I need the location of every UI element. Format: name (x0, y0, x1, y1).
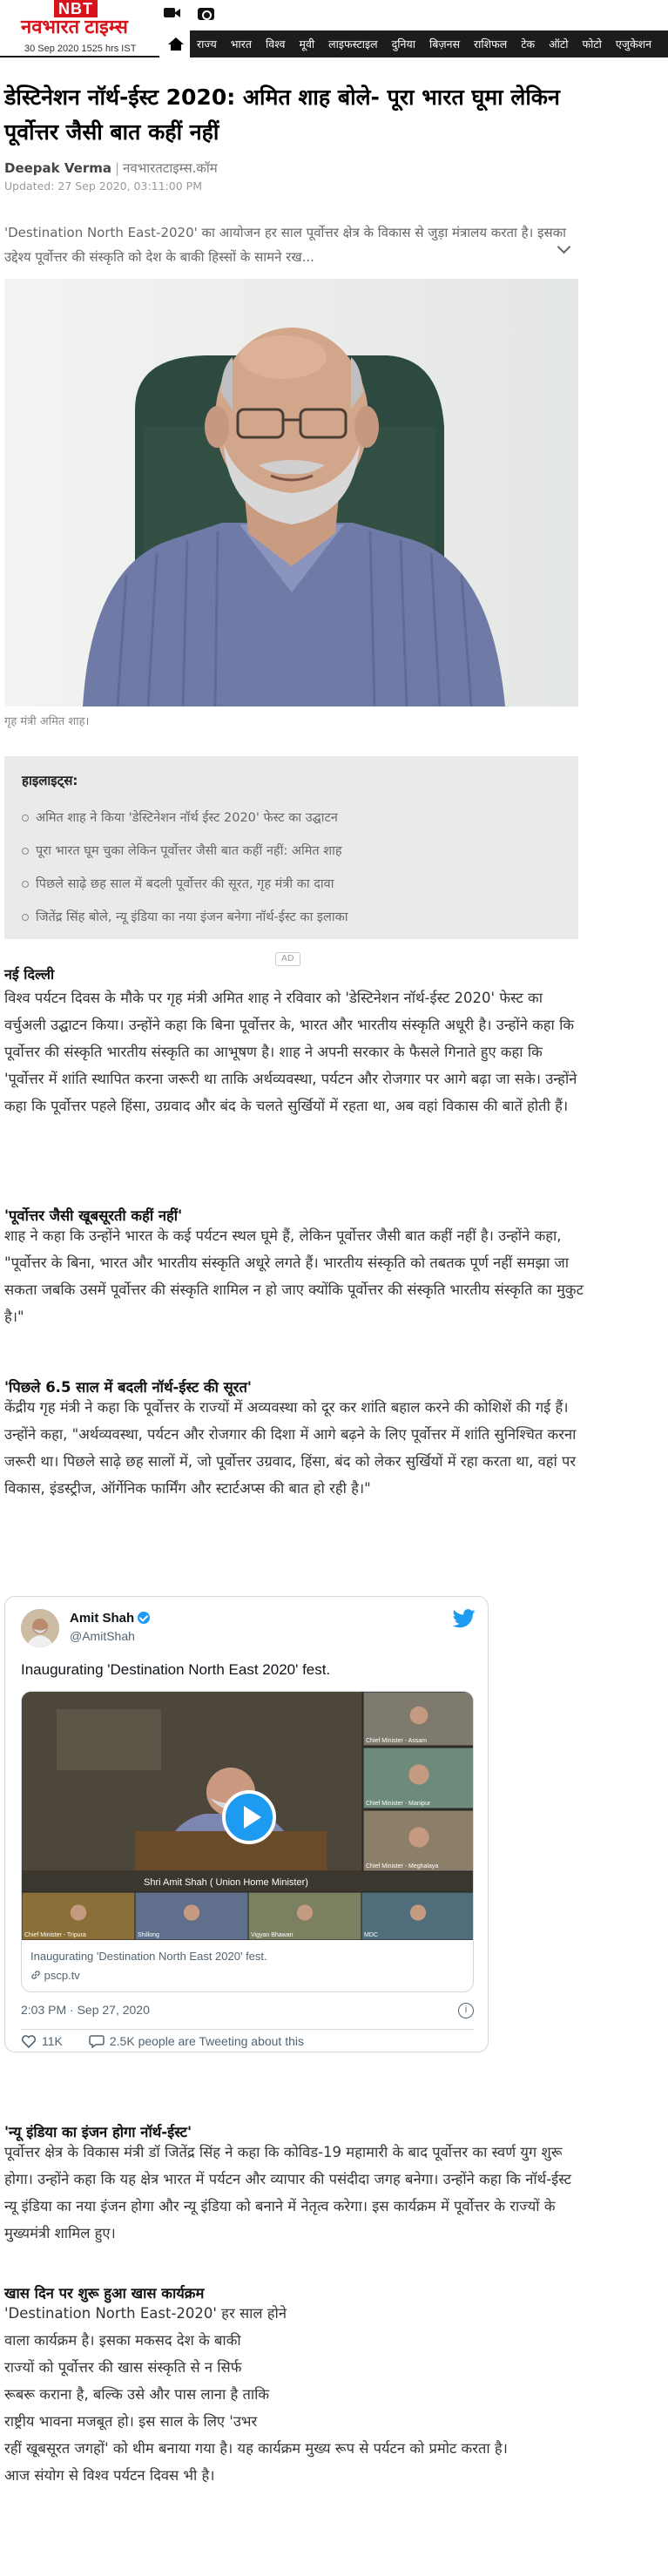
nav-item[interactable]: लाइफस्टाइल (328, 37, 378, 51)
highlights-title: हाइलाइट्स: (22, 773, 78, 788)
avatar-portrait-icon (21, 1609, 59, 1647)
section-subheading: खास दिन पर शुरू हुआ खास कार्यक्रम (4, 2285, 205, 2302)
body-paragraph: केंद्रीय गृह मंत्री ने कहा कि पूर्वोत्तर के राज्यों में अव्यवस्था को दूर कर शांति बहाल करने की कोशिशें की गई हैं। उन्होंने कहा, "अर्थव्यवस्था, पर्यटन और रोजगार की दिशा में आगे बढ़ने के लिए पूर्वोत्तर में शांति सुनिश्चित करना जरूरी था। पिछले साढ़े छह सालों में, जो पूर्वोत्तर उग्रवाद, हिंसा, बंद को लेकर सुर्खियों में रहा करता था, वहां पर विकास, इंडस्ट्रीज, ऑर्गेनिक फार्मिंग और स्टार्टअप्स की बात हो रही है।" (4, 1399, 577, 1497)
article-headline: डेस्टिनेशन नॉर्थ-ईस्ट 2020: अमित शाह बोले- पूरा भारत घूमा लेकिन पूर्वोत्तर जैसी बात कहीं नहीं (4, 85, 560, 145)
body-paragraph (4, 2300, 614, 2489)
nav-item[interactable]: दुनिया (391, 37, 415, 51)
like-count[interactable]: 11K (42, 2034, 63, 2048)
paragraph-line: राज्यों को पूर्वोत्तर की खास संस्कृति से न सिर्फ (4, 2359, 242, 2376)
source-name: नवभारतटाइम्स.कॉम (123, 160, 218, 176)
video-tile-label: MDC (364, 1932, 378, 1938)
nav-item[interactable]: विश्व (266, 37, 286, 51)
tweet-author-name[interactable] (70, 1611, 150, 1626)
byline-separator: | (114, 160, 120, 176)
participant-head (410, 1707, 428, 1725)
tweet-divider (21, 2029, 474, 2030)
video-tile-label: Chief Minister - Tripura (24, 1932, 86, 1938)
highlight-item: जितेंद्र सिंह बोले, न्यू इंडिया का नया इंजन बनेगा नॉर्थ-ईस्ट का इलाका (22, 901, 561, 934)
card-link-text: pscp.tv (44, 1969, 80, 1982)
edition-date: 30 Sep 2020 1525 hrs IST (24, 44, 137, 54)
paragraph-line: रूबरू कराना है, बल्कि उसे और पास लाना है ताकि (4, 2386, 270, 2403)
participant-head (71, 1904, 86, 1920)
paragraph-line: राष्ट्रीय भावना मजबूत हो। इस साल के लिए 'उभर (4, 2413, 258, 2430)
tweet-text: Inaugurating 'Destination North East 2020' fest. (21, 1661, 331, 1678)
participant-head (408, 1764, 428, 1784)
section-subheading: 'पूर्वोत्तर जैसी खूबसूरती कहीं नहीं' (4, 1207, 183, 1224)
nav-item[interactable]: ऑटो (549, 37, 569, 51)
tweet-actions (21, 2034, 304, 2048)
main-nav (161, 30, 668, 57)
nav-item[interactable]: फोटो (582, 37, 602, 51)
paragraph-line: 'Destination North East-2020' हर साल होने (4, 2305, 287, 2322)
site-logo[interactable] (3, 0, 157, 59)
tweet-handle[interactable]: @AmitShah (70, 1629, 135, 1643)
tweet-avatar[interactable] (21, 1609, 59, 1647)
expand-summary-chevron-icon[interactable] (556, 240, 573, 258)
card-link[interactable] (30, 1969, 80, 1982)
nav-item[interactable]: बिज़नस (428, 37, 461, 51)
highlights-box (4, 756, 578, 939)
participant-head (184, 1904, 199, 1920)
play-video-icon[interactable] (222, 1790, 276, 1844)
video-tile-label: Vigyan Bhawan (251, 1932, 294, 1938)
byline (4, 159, 218, 177)
video-tile-label: Chief Minister - Manipur (366, 1801, 431, 1807)
photo-camera-icon[interactable] (198, 5, 215, 21)
paragraph-line: रहीं खूबसूरत जगहों' को थीम बनाया गया है। यह कार्यक्रम मुख्य रूप से पर्यटन को प्रमोट करता है। (4, 2440, 508, 2457)
verified-badge-icon (138, 1612, 150, 1624)
logo-badge: NBT (54, 0, 98, 17)
participant-head (408, 1827, 428, 1847)
tweet-timestamp[interactable]: 2:03 PM · Sep 27, 2020 (21, 2003, 150, 2017)
nav-item[interactable]: एजुकेशन (615, 37, 652, 51)
nav-item[interactable]: टेक (521, 37, 536, 51)
video-overlay-caption: Shri Amit Shah ( Union Home Minister) (144, 1877, 308, 1888)
nav-item[interactable]: राशिफल (474, 37, 508, 51)
info-icon[interactable]: i (458, 2003, 474, 2018)
lead-photo (4, 279, 578, 707)
tweet-video-thumbnail[interactable] (22, 1692, 474, 1940)
participant-head (297, 1904, 313, 1920)
highlight-item: पिछले साढ़े छह साल में बदली पूर्वोत्तर की सूरत, गृह मंत्री का दावा (22, 868, 561, 901)
video-camera-icon[interactable] (164, 5, 181, 21)
tweeting-about-count[interactable]: 2.5K people are Tweeting about this (109, 2034, 304, 2048)
body-paragraph: पूर्वोत्तर क्षेत्र के विकास मंत्री डॉ जितेंद्र सिंह ने कहा कि कोविड-19 महामारी के बाद पूर्वोत्तर का स्वर्ण युग शुरू होगा। उन्होंने कहा कि यह क्षेत्र भारत में पर्यटन और व्यापार की पसंदीदा जगह बनेगा। उन्होंने कहा कि नॉर्थ-ईस्ट न्यू इंडिया का नया इंजन होगा और न्यू इंडिया को बनाने में नेतृत्व करेगा। इस कार्यक्रम में पूर्वोत्तर के राज्यों के मुख्यमंत्री शामिल हुए। (4, 2144, 571, 2241)
body-paragraph: विश्व पर्यटन दिवस के मौके पर गृह मंत्री अमित शाह ने रविवार को 'डेस्टिनेशन नॉर्थ-ईस्ट 2020' फेस्ट का वर्चुअली उद्घाटन किया। उन्होंने कहा कि बिना पूर्वोत्तर के, भारत और भारतीय संस्कृति अधूरी है। उन्होंने कहा कि पूर्वोत्तर की संस्कृति भारतीय संस्कृति का आभूषण है। शाह ने अपनी सरकार के फैसले गिनाते हुए कहा कि 'पूर्वोत्तर में शांति स्थापित करना जरूरी था ताकि अर्थव्यवस्था, पर्यटन और रोजगार पर आगे बढ़ा जा सके। उन्होंने कहा कि पूर्वोत्तर पहले हिंसा, उग्रवाद और बंद के चलते सुर्खियों में रहता था, अब वहां विकास की बातें होती हैं। (4, 990, 577, 1114)
home-icon[interactable] (161, 30, 190, 57)
author-name[interactable]: Deepak Verma (4, 160, 111, 176)
paragraph-line: वाला कार्यक्रम है। इसका मकसद देश के बाकी (4, 2332, 241, 2349)
video-tile-label: Chief Minister - Meghalaya (366, 1863, 439, 1869)
embedded-tweet (4, 1596, 489, 2052)
ad-label: AD (275, 952, 300, 966)
article-summary: 'Destination North East-2020' का आयोजन हर साल पूर्वोत्तर क्षेत्र के विकास से जुड़ा मंत्रालय करता है। इसका उद्देश्य पूर्वोत्तर की संस्कृति को देश के बाकी हिस्सों के सामने रख... (4, 225, 566, 265)
paragraph-line: आज संयोग से विश्व पर्यटन दिवस भी है। (4, 2467, 215, 2484)
amit-shah-photo-illustration (4, 279, 578, 707)
logo-wordmark: नवभारत टाइम्स (21, 16, 128, 37)
video-tile-label: Shillong (138, 1932, 159, 1938)
reply-bubble-icon[interactable] (89, 2034, 105, 2048)
link-icon (30, 1970, 41, 1980)
bottom-tiles (22, 1892, 474, 1940)
tweet-media-card[interactable] (21, 1691, 474, 1992)
participant-head (410, 1904, 426, 1920)
logo-divider (0, 56, 159, 57)
site-header (0, 0, 668, 59)
tweet-author-name-text: Amit Shah (70, 1611, 135, 1626)
section-subheading: 'न्यू इंडिया का इंजन होगा नॉर्थ-ईस्ट' (4, 2124, 192, 2140)
nav-item[interactable]: भारत (230, 37, 253, 51)
highlight-item: अमित शाह ने किया 'डेस्टिनेशन नॉर्थ ईस्ट 2020' फेस्ट का उद्घाटन (22, 801, 561, 835)
media-links (164, 5, 227, 24)
nav-item[interactable]: राज्य (197, 37, 217, 51)
nav-item[interactable]: मूवी (299, 37, 315, 51)
card-title: Inaugurating 'Destination North East 2020' fest. (30, 1950, 267, 1963)
body-paragraph: शाह ने कहा कि उन्होंने भारत के कई पर्यटन स्थल घूमे हैं, लेकिन पूर्वोत्तर जैसी बात कहीं नहीं है। उन्होंने कहा, "पूर्वोत्तर के बिना, भारत और भारतीय संस्कृति अधूरे लगते हैं। भारतीय संस्कृति को तबतक पूर्ण नहीं समझा जा सकता जबकि उसमें पूर्वोत्तर की संस्कृति शामिल न हो जाए क्योंकि पूर्वोत्तर की संस्कृति भारतीय संस्कृति का मुकुट है।" (4, 1227, 584, 1325)
photo-caption: गृह मंत्री अमित शाह। (4, 715, 90, 728)
right-tiles (363, 1692, 474, 1871)
heart-icon[interactable] (21, 2034, 37, 2048)
video-tile-label: Chief Minister - Assam (366, 1738, 428, 1744)
dateline: नई दिल्ली (4, 966, 55, 983)
highlight-item: पूरा भारत घूम चुका लेकिन पूर्वोत्तर जैसी बात कहीं नहीं: अमित शाह (22, 835, 561, 868)
section-subheading: 'पिछले 6.5 साल में बदली नॉर्थ-ईस्ट की सूरत' (4, 1379, 252, 1396)
twitter-bird-icon[interactable] (453, 1609, 476, 1628)
updated-time: Updated: 27 Sep 2020, 03:11:00 PM (4, 179, 202, 193)
